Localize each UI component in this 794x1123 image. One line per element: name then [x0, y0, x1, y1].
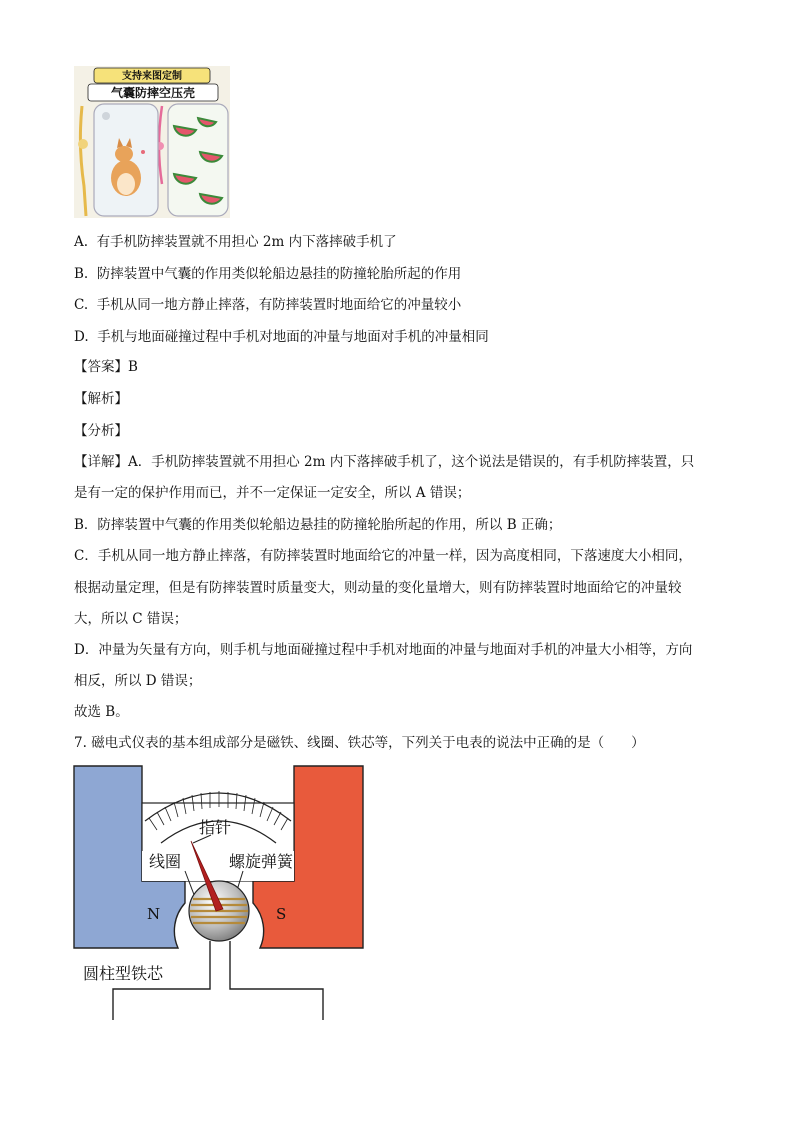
option-a-text: 有手机防摔装置就不用担心 2m 内下落摔破手机了	[96, 234, 397, 250]
detail-line-6: 大，所以 C 错误；	[74, 611, 188, 627]
question-7-number: 7.	[74, 735, 87, 751]
detail-line-9: 故选 B。	[74, 704, 129, 720]
option-b-text: 防摔装置中气囊的作用类似轮船边悬挂的防撞轮胎所起的作用	[96, 266, 462, 282]
option-c-text: 手机从同一地方静止摔落，有防摔装置时地面给它的冲量较小	[96, 297, 462, 313]
option-d	[74, 327, 489, 347]
analysis-tag: 【解析】	[74, 391, 128, 407]
option-b-label: B.	[74, 266, 89, 282]
option-d-label: D.	[74, 329, 89, 345]
question-7-text: 磁电式仪表的基本组成部分是磁铁、线圈、铁芯等，下列关于电表的说法中正确的是（ ）	[91, 735, 645, 751]
banner-line2: 气囊防摔空压壳	[110, 86, 196, 100]
detail-line-7: D．冲量为矢量有方向，则手机与地面碰撞过程中手机对地面的冲量与地面对手机的冲量大小相等，方向	[74, 642, 693, 658]
detail-line-3: B．防摔装置中气囊的作用类似轮船边悬挂的防撞轮胎所起的作用，所以 B 正确；	[74, 517, 562, 533]
south-pole-label: S	[276, 905, 287, 923]
option-d-text: 手机与地面碰撞过程中手机对地面的冲量与地面对手机的冲量相同	[97, 329, 489, 345]
pointer-label: 指针	[199, 818, 232, 837]
detail-line-2: 是有一定的保护作用而已，并不一定保证一定安全，所以 A 错误；	[74, 485, 471, 501]
question-7	[74, 733, 645, 753]
detail-text-1: A．手机防摔装置就不用担心 2m 内下落摔破手机了，这个说法是错误的，有手机防摔装置，只	[128, 454, 695, 470]
answer-value: B	[128, 359, 138, 375]
detail-line-1	[74, 452, 694, 472]
option-b	[74, 264, 461, 284]
fenxi-tag: 【分析】	[74, 423, 128, 439]
detail-line-4: C．手机从同一地方静止摔落，有防摔装置时地面给它的冲量一样，因为高度相同，下落速度大小相同，	[74, 548, 692, 564]
answer-tag: 【答案】	[74, 359, 128, 375]
option-a	[74, 232, 397, 252]
core-label: 圆柱型铁芯	[83, 964, 164, 983]
north-pole-label: N	[147, 905, 161, 923]
detail-line-8: 相反，所以 D 错误；	[74, 673, 202, 689]
option-c	[74, 295, 461, 315]
phone-case-product-image	[74, 66, 230, 218]
option-c-label: C.	[74, 297, 89, 313]
detail-line-5: 根据动量定理，但是有防摔装置时质量变大，则动量的变化量增大，则有防摔装置时地面给它的冲量较	[74, 580, 682, 596]
galvanometer-diagram	[73, 763, 365, 1023]
detail-tag: 【详解】	[74, 454, 128, 470]
coil-label: 线圈	[149, 852, 182, 871]
banner-line1: 支持来图定制	[122, 71, 182, 82]
option-a-label: A.	[74, 234, 89, 250]
spring-label: 螺旋弹簧	[229, 852, 294, 871]
answer-line	[74, 357, 138, 377]
